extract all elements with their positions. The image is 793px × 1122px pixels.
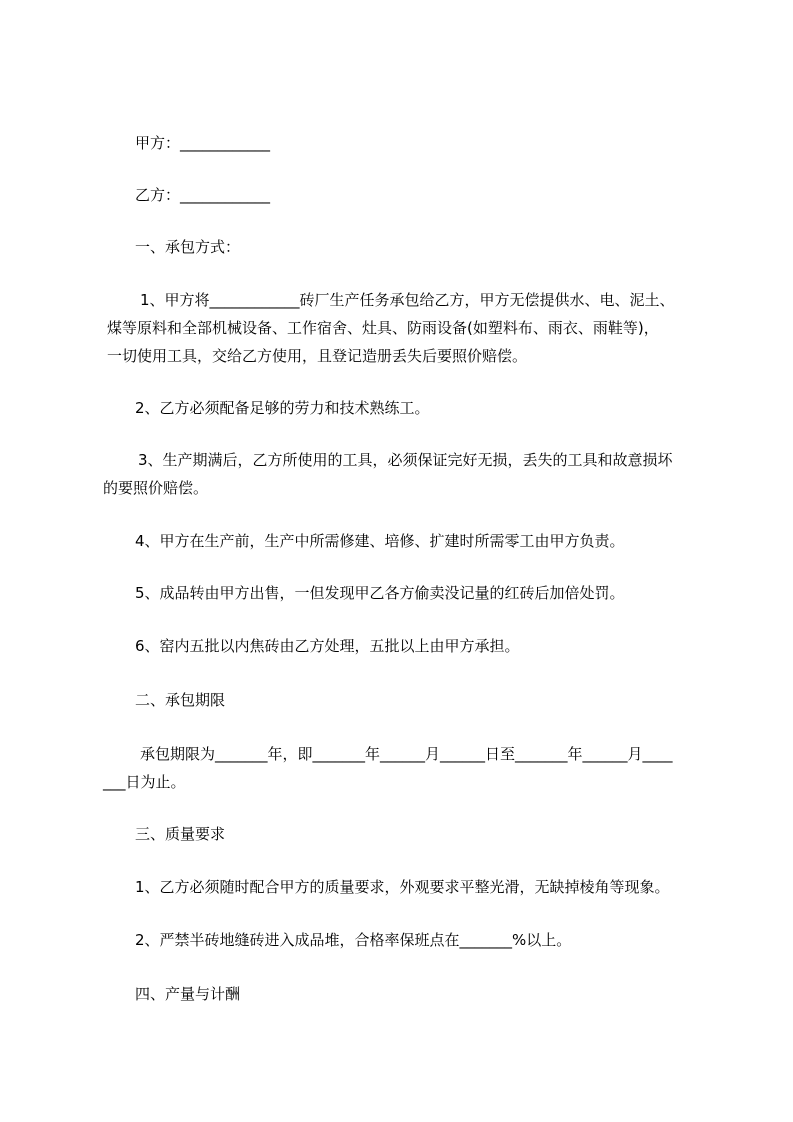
section-3-title: 三、质量要求 [135,825,226,843]
s2-period-line1: 承包期限为_______年，即_______年______月______日至_______年______月____ [140,745,673,763]
s1-item6: 6、窑内五批以内焦砖由乙方处理，五批以上由甲方承担。 [135,637,520,655]
s1-item1-line3: 一切使用工具，交给乙方使用，且登记造册丢失后要照价赔偿。 [107,347,528,365]
s1-item3-line1: 3、生产期满后，乙方所使用的工具，必须保证完好无损，丢失的工具和故意损坏 [138,451,673,469]
s1-item1-line1: 1、甲方将____________砖厂生产任务承包给乙方，甲方无偿提供水、电、泥土、 [140,291,675,309]
section-2-title: 二、承包期限 [135,691,226,709]
party-b-line: 乙方：____________ [135,186,271,204]
s3-item1: 1、乙方必须随时配合甲方的质量要求，外观要求平整光滑，无缺掉棱角等现象。 [135,878,670,896]
s3-item2: 2、严禁半砖地缝砖进入成品堆，合格率保班点在_______%以上。 [135,931,572,949]
s1-item5: 5、成品转由甲方出售，一但发现甲乙各方偷卖没记量的红砖后加倍处罚。 [135,584,625,602]
section-4-title: 四、产量与计酬 [135,985,241,1003]
s1-item3-line2: 的要照价赔偿。 [103,479,209,497]
s1-item4: 4、甲方在生产前，生产中所需修建、培修、扩建时所需零工由甲方负责。 [135,532,625,550]
s2-period-line2: ___日为止。 [103,773,186,791]
party-a-line: 甲方：____________ [135,134,271,152]
s1-item1-line2: 煤等原料和全部机械设备、工作宿舍、灶具、防雨设备(如塑料布、雨衣、雨鞋等)， [107,319,659,337]
section-1-title: 一、承包方式： [135,238,241,256]
s1-item2: 2、乙方必须配备足够的劳力和技术熟练工。 [135,399,430,417]
